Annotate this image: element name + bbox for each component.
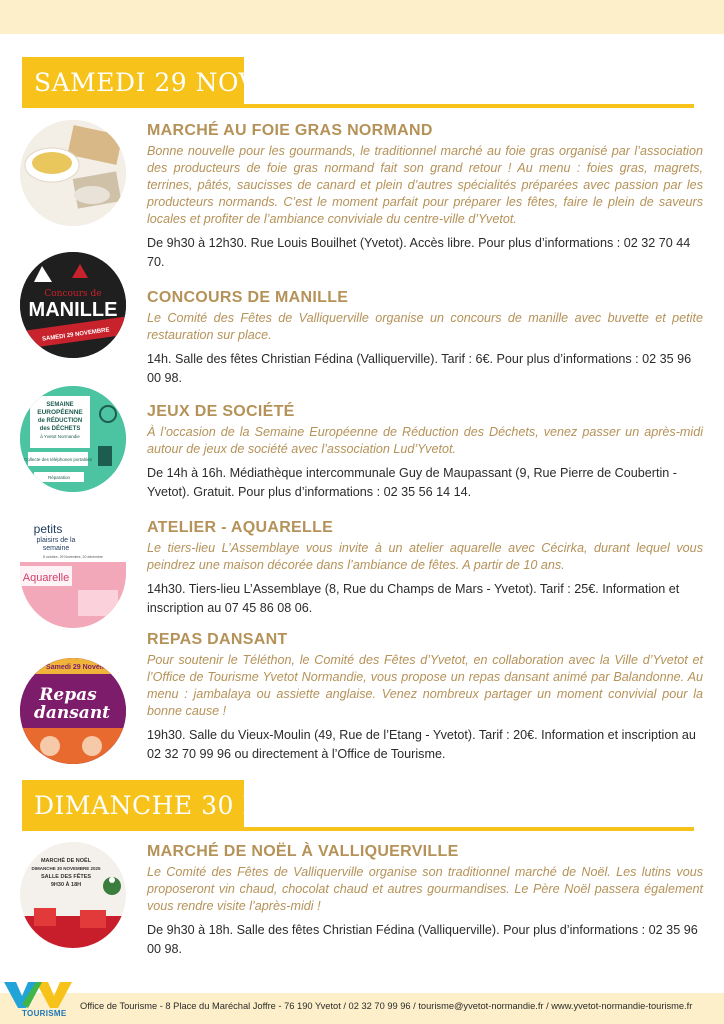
day-rule — [22, 827, 694, 831]
event-info: 19h30. Salle du Vieux-Moulin (49, Rue de l’Etang - Yvetot). Tarif : 20€. Information et inscription au 02 32 70 99 96 ou directement à l’Office de Tourisme. — [147, 728, 696, 761]
footer — [0, 993, 724, 1024]
thumb-line: petits — [33, 522, 63, 536]
event-description: Bonne nouvelle pour les gourmands, le traditionnel marché au foie gras organisé par l’association des producteurs de foie gras normand fait son grand retour ! Au menu : foies gras, magrets, terrines, pâtés, saucisses de canard et plein d’autres spécialités préparées avec passion par les producteurs normands. C’est le moment parfait pour préparer les fêtes, faire le plein de saveurs locales et profiter de l’ambiance conviviale du centre-ville d’Yvetot. — [147, 144, 703, 226]
logo-word: TOURISME — [22, 1009, 67, 1018]
event-title: JEUX DE SOCIÉTÉ — [147, 403, 295, 420]
thumb-line: Repas — [39, 685, 97, 705]
event-image — [20, 518, 126, 628]
event-description: Le Comité des Fêtes de Valliquerville organise un concours de manille avec buvette et petite restauration sur place. — [147, 311, 703, 342]
event-title: MARCHÉ AU FOIE GRAS NORMAND — [147, 122, 433, 139]
event-description: Pour soutenir le Téléthon, le Comité des Fêtes d’Yvetot, en collaboration avec la Ville d’Yvetot et l’Office de Tourisme Yvetot Normandie, vous propose un repas dansant animé par Balandonne. Au menu : jambalaya ou assiette anglaise. Venez nombreux partager un moment convivial pour la bonne cause ! — [147, 653, 703, 718]
thumb-line: EUROPÉENNE — [37, 409, 83, 416]
event-image — [20, 842, 126, 948]
day-label: DIMANCHE 30 NOVEMBRE — [34, 790, 406, 820]
top-band — [0, 0, 724, 34]
event-image — [20, 252, 126, 358]
thumb-line: SEMAINE — [46, 402, 74, 408]
thumb-line: 9H30 À 18H — [50, 882, 82, 888]
event-info: 14h. Salle des fêtes Christian Fédina (Valliquerville). Tarif : 6€. Pour plus d’informations : 02 35 96 00 98. — [147, 352, 692, 385]
event-info: 14h30. Tiers-lieu L’Assemblaye (8, Rue du Champs de Mars - Yvetot). Tarif : 25€. Information et inscription au 07 45 86 08 06. — [147, 582, 680, 615]
thumb-line: Réparation — [47, 475, 71, 480]
event-image — [20, 658, 126, 764]
day-rule — [22, 104, 694, 108]
thumb-line: Aquarelle — [22, 572, 70, 584]
thumb-line: MARCHÉ DE NOËL — [40, 858, 92, 864]
thumb-line: à Yvetot Normandie — [40, 434, 80, 439]
event-title: REPAS DANSANT — [147, 631, 288, 648]
event-description: Le tiers-lieu L’Assemblaye vous invite à un atelier aquarelle avec Cécirka, durant lequel vous peindrez une maison décorée dans l’ambiance de fêtes. A partir de 10 ans. — [147, 541, 703, 572]
event-info: De 14h à 16h. Médiathèque intercommunale Guy de Maupassant (9, Rue Pierre de Coubertin - Yvetot). Gratuit. Pour plus d’informations : 02 35 56 14 14. — [147, 466, 677, 499]
day-label: SAMEDI 29 NOVEMBRE — [34, 67, 359, 97]
day-banner-saturday — [22, 57, 359, 107]
footer-contact-text: Office de Tourisme - 8 Place du Maréchal Joffre - 76 190 Yvetot / 02 32 70 99 96 / tourisme@yvetot-normandie.fr / www.yvetot-normandie-tourisme.fr — [80, 1001, 693, 1011]
event-description: Le Comité des Fêtes de Valliquerville organise son traditionnel marché de Noël. Les lutins vous proposeront vin chaud, chocolat chaud et autres gourmandises. Le Père Noël passera également vous rendre visite l’après-midi ! — [147, 865, 703, 913]
thumb-line: plaisirs de la — [36, 537, 76, 544]
event-title: MARCHÉ DE NOËL À VALLIQUERVILLE — [147, 843, 459, 860]
event-info: De 9h30 à 12h30. Rue Louis Bouilhet (Yvetot). Accès libre. Pour plus d’informations : 02 32 70 44 70. — [147, 236, 691, 269]
event-description: À l’occasion de la Semaine Européenne de Réduction des Déchets, venez passer un après-midi autour de jeux de société avec l’association Lud’Yvetot. — [147, 425, 703, 456]
event-repas-dansant — [20, 630, 704, 780]
event-info: De 9h30 à 18h. Salle des fêtes Christian Fédina (Valliquerville). Pour plus d’informations : 02 35 96 00 98. — [147, 923, 698, 956]
thumb-line: Collecte des téléphones portables — [24, 457, 92, 462]
event-title: ATELIER - AQUARELLE — [147, 519, 334, 536]
event-jeux-de-societe — [20, 386, 704, 506]
event-image — [20, 386, 126, 492]
thumb-line: DIMANCHE 30 NOVEMBRE 2025 — [31, 866, 101, 871]
thumb-line: Samedi 29 Novem — [46, 664, 106, 671]
event-marche-de-noel — [20, 842, 704, 972]
thumb-top-text: Concours de — [44, 289, 102, 299]
event-title: CONCOURS DE MANILLE — [147, 289, 349, 306]
day-banner-sunday — [22, 780, 406, 830]
event-atelier-aquarelle — [20, 518, 704, 630]
thumb-line: dansant — [33, 703, 111, 723]
thumb-line: des DÉCHETS — [39, 426, 81, 432]
thumb-main-text: MANILLE — [28, 299, 118, 321]
thumb-line: semaine — [42, 545, 70, 552]
thumb-ribbon-text: SAMEDI 29 NOVEMBRE — [41, 327, 110, 343]
thumb-line: 8 octobre, 29 Novembre, 20 décembre — [43, 555, 103, 559]
event-manille — [20, 252, 704, 385]
event-image — [20, 120, 126, 226]
thumb-line: SALLE DES FÊTES — [40, 874, 92, 880]
thumb-line: de RÉDUCTION — [37, 418, 83, 424]
